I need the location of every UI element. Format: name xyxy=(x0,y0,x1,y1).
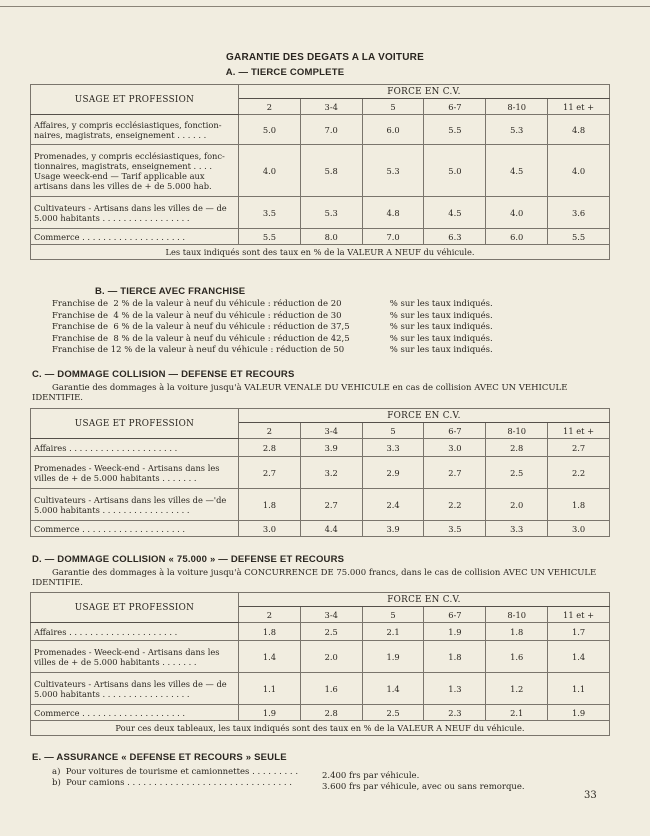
rate-cell: 7.0 xyxy=(300,115,362,145)
rate-cell: 2.2 xyxy=(424,489,486,521)
rate-cell: 5.0 xyxy=(239,115,301,145)
rate-cell: 1.8 xyxy=(548,489,610,521)
table-row xyxy=(31,229,610,245)
rate-cell: 2.7 xyxy=(424,457,486,489)
rate-cell: 1.8 xyxy=(424,641,486,673)
rate-cell: 6.3 xyxy=(424,229,486,245)
rate-cell: 2.4 xyxy=(362,489,424,521)
column-header: 5 xyxy=(362,607,424,623)
table-row xyxy=(31,197,610,229)
rate-cell: 1.6 xyxy=(486,641,548,673)
rate-cell: 4.0 xyxy=(239,145,301,197)
column-header: 8-10 xyxy=(486,607,548,623)
rate-cell: 5.8 xyxy=(300,145,362,197)
rate-cell: 4.8 xyxy=(362,197,424,229)
rate-cell: 1.8 xyxy=(486,623,548,641)
franchise-line: Franchise de 12 % de la valeur à neuf du véhicule : réduction de 50 % sur les taux indiqués. xyxy=(52,345,493,356)
rate-cell: 1.4 xyxy=(362,673,424,705)
defense-recours-line: b) Pour camions . . . . . . . . . . . . . . . . . . . . . . . . . . . . . . . 3.600 frs par véhicule, avec ou sans remorque. xyxy=(52,778,525,792)
column-header: 3-4 xyxy=(300,99,362,115)
rate-cell: 1.9 xyxy=(424,623,486,641)
section-c-intro: Garantie des dommages à la voiture jusqu'à VALEUR VENALE DU VEHICULE en cas de collision AVEC UN VEHICULE IDENTIFIE. xyxy=(32,383,568,403)
rate-cell: 7.0 xyxy=(362,229,424,245)
table-row xyxy=(31,641,610,673)
rate-cell: 1.4 xyxy=(239,641,301,673)
rate-cell: 1.8 xyxy=(239,623,301,641)
rate-cell: 2.8 xyxy=(300,705,362,721)
rate-cell: 3.2 xyxy=(300,457,362,489)
rate-cell: 4.0 xyxy=(486,197,548,229)
defense-recours-line: a) Pour voitures de tourisme et camionnettes . . . . . . . . . 2.400 frs par véhicule. xyxy=(52,767,420,781)
table-dommage-collision xyxy=(30,408,610,537)
page-number: 33 xyxy=(584,790,597,801)
franchise-line: Franchise de 2 % de la valeur à neuf du véhicule : réduction de 20 % sur les taux indiqués. xyxy=(52,299,493,309)
rate-cell: 2.3 xyxy=(424,705,486,721)
top-rule xyxy=(0,6,650,7)
row-label: Cultivateurs - Artisans dans les villes de — de 5.000 habitants . . . . . . . . . . . . . . . . . xyxy=(31,673,239,705)
column-header: 6-7 xyxy=(424,423,486,439)
rate-cell: 5.5 xyxy=(424,115,486,145)
column-header: 8-10 xyxy=(486,99,548,115)
rate-cell: 1.3 xyxy=(424,673,486,705)
section-e-heading: E. — ASSURANCE « DEFENSE ET RECOURS » SEULE xyxy=(32,752,287,763)
rate-cell: 4.8 xyxy=(548,115,610,145)
row-label: Commerce . . . . . . . . . . . . . . . . . . . . xyxy=(31,229,239,245)
table-dommage-collision-75000 xyxy=(30,592,610,736)
rate-cell: 2.8 xyxy=(486,439,548,457)
row-label: Cultivateurs - Artisans dans les villes de —'de 5.000 habitants . . . . . . . . . . . . . . . . . xyxy=(31,489,239,521)
rate-cell: 5.5 xyxy=(548,229,610,245)
rate-cell: 2.7 xyxy=(548,439,610,457)
rate-cell: 6.0 xyxy=(486,229,548,245)
table-tierce-complete xyxy=(30,84,610,260)
row-label: Promenades - Weeck-end - Artisans dans les villes de + de 5.000 habitants . . . . . . . xyxy=(31,457,239,489)
column-header: 3-4 xyxy=(300,423,362,439)
rate-cell: 5.3 xyxy=(486,115,548,145)
column-header: 8-10 xyxy=(486,423,548,439)
rate-cell: 1.9 xyxy=(548,705,610,721)
rate-cell: 3.0 xyxy=(424,439,486,457)
rate-cell: 2.1 xyxy=(362,623,424,641)
column-header: 2 xyxy=(239,99,301,115)
force-header: FORCE EN C.V. xyxy=(239,409,610,423)
row-label: Promenades - Weeck-end - Artisans dans les villes de + de 5.000 habitants . . . . . . . xyxy=(31,641,239,673)
rate-cell: 1.6 xyxy=(300,673,362,705)
table-note: Les taux indiqués sont des taux en % de la VALEUR A NEUF du véhicule. xyxy=(31,245,610,260)
usage-header: USAGE ET PROFESSION xyxy=(31,85,239,115)
section-b-heading: B. — TIERCE AVEC FRANCHISE xyxy=(95,286,246,297)
table-row xyxy=(31,489,610,521)
rate-cell: 2.2 xyxy=(548,457,610,489)
rate-cell: 2.5 xyxy=(486,457,548,489)
row-label: Affaires . . . . . . . . . . . . . . . . . . . . . xyxy=(31,623,239,641)
table-row xyxy=(31,439,610,457)
rate-cell: 2.5 xyxy=(300,623,362,641)
rate-cell: 3.5 xyxy=(424,521,486,537)
rate-cell: 1.7 xyxy=(548,623,610,641)
table-row xyxy=(31,457,610,489)
usage-header: USAGE ET PROFESSION xyxy=(31,409,239,439)
rate-cell: 1.9 xyxy=(362,641,424,673)
rate-cell: 2.9 xyxy=(362,457,424,489)
rate-cell: 2.7 xyxy=(239,457,301,489)
rate-cell: 2.7 xyxy=(300,489,362,521)
table-row xyxy=(31,673,610,705)
row-label: Affaires . . . . . . . . . . . . . . . . . . . . . xyxy=(31,439,239,457)
table-row xyxy=(31,521,610,537)
column-header: 2 xyxy=(239,423,301,439)
rate-cell: 1.2 xyxy=(486,673,548,705)
column-header: 5 xyxy=(362,99,424,115)
table-note: Pour ces deux tableaux, les taux indiqués sont des taux en % de la VALEUR A NEUF du véhicule. xyxy=(31,721,610,736)
table-row xyxy=(31,623,610,641)
rate-cell: 1.8 xyxy=(239,489,301,521)
rate-cell: 3.5 xyxy=(239,197,301,229)
column-header: 2 xyxy=(239,607,301,623)
column-header: 5 xyxy=(362,423,424,439)
row-label: Cultivateurs - Artisans dans les villes de — de 5.000 habitants . . . . . . . . . . . . . . . . . xyxy=(31,197,239,229)
row-label: Affaires, y compris ecclésiastiques, fonction- naires, magistrats, enseignement . . . . . . xyxy=(31,115,239,145)
rate-cell: 5.3 xyxy=(300,197,362,229)
rate-cell: 5.3 xyxy=(362,145,424,197)
rate-cell: 3.9 xyxy=(300,439,362,457)
section-d-intro: Garantie des dommages à la voiture jusqu'à CONCURRENCE DE 75.000 francs, dans le cas de collision AVEC UN VEHICULE IDENTIFIE. xyxy=(32,568,597,588)
row-label: Commerce . . . . . . . . . . . . . . . . . . . . xyxy=(31,521,239,537)
rate-cell: 3.0 xyxy=(239,521,301,537)
rate-cell: 2.1 xyxy=(486,705,548,721)
table-row xyxy=(31,705,610,721)
row-label: Promenades, y compris ecclésiastiques, fonc- tionnaires, magistrats, enseignement . . . . Usage weeck-end — Tarif applicable aux artisans dans les villes de + de 5.000 hab. xyxy=(31,145,239,197)
rate-cell: 5.5 xyxy=(239,229,301,245)
page-title: GARANTIE DES DEGATS A LA VOITURE xyxy=(226,52,424,63)
rate-cell: 3.0 xyxy=(548,521,610,537)
rate-cell: 4.4 xyxy=(300,521,362,537)
rate-cell: 2.8 xyxy=(239,439,301,457)
column-header: 6-7 xyxy=(424,607,486,623)
franchise-list xyxy=(52,299,493,357)
franchise-line: Franchise de 8 % de la valeur à neuf du véhicule : réduction de 42,5 % sur les taux indiqués. xyxy=(52,333,493,344)
column-header: 6-7 xyxy=(424,99,486,115)
rate-cell: 4.0 xyxy=(548,145,610,197)
franchise-line: Franchise de 6 % de la valeur à neuf du véhicule : réduction de 37,5 % sur les taux indiqués. xyxy=(52,322,493,333)
rate-cell: 1.4 xyxy=(548,641,610,673)
column-header: 11 et + xyxy=(548,607,610,623)
column-header: 3-4 xyxy=(300,607,362,623)
rate-cell: 2.5 xyxy=(362,705,424,721)
force-header: FORCE EN C.V. xyxy=(239,85,610,99)
force-header: FORCE EN C.V. xyxy=(239,593,610,607)
rate-cell: 1.1 xyxy=(548,673,610,705)
rate-cell: 1.1 xyxy=(239,673,301,705)
franchise-line: Franchise de 4 % de la valeur à neuf du véhicule : réduction de 30 % sur les taux indiqués. xyxy=(52,310,493,321)
column-header: 11 et + xyxy=(548,423,610,439)
rate-cell: 4.5 xyxy=(424,197,486,229)
rate-cell: 6.0 xyxy=(362,115,424,145)
rate-cell: 2.0 xyxy=(300,641,362,673)
row-label: Commerce . . . . . . . . . . . . . . . . . . . . xyxy=(31,705,239,721)
rate-cell: 1.9 xyxy=(239,705,301,721)
column-header: 11 et + xyxy=(548,99,610,115)
table-row xyxy=(31,145,610,197)
table-row xyxy=(31,115,610,145)
section-d-heading: D. — DOMMAGE COLLISION « 75.000 » — DEFENSE ET RECOURS xyxy=(32,554,345,565)
rate-cell: 2.0 xyxy=(486,489,548,521)
usage-header: USAGE ET PROFESSION xyxy=(31,593,239,623)
rate-cell: 5.0 xyxy=(424,145,486,197)
rate-cell: 3.9 xyxy=(362,521,424,537)
section-c-heading: C. — DOMMAGE COLLISION — DEFENSE ET RECOURS xyxy=(32,369,295,380)
section-a-heading: A. — TIERCE COMPLETE xyxy=(225,67,345,78)
rate-cell: 4.5 xyxy=(486,145,548,197)
rate-cell: 3.3 xyxy=(486,521,548,537)
rate-cell: 3.3 xyxy=(362,439,424,457)
rate-cell: 8.0 xyxy=(300,229,362,245)
rate-cell: 3.6 xyxy=(548,197,610,229)
